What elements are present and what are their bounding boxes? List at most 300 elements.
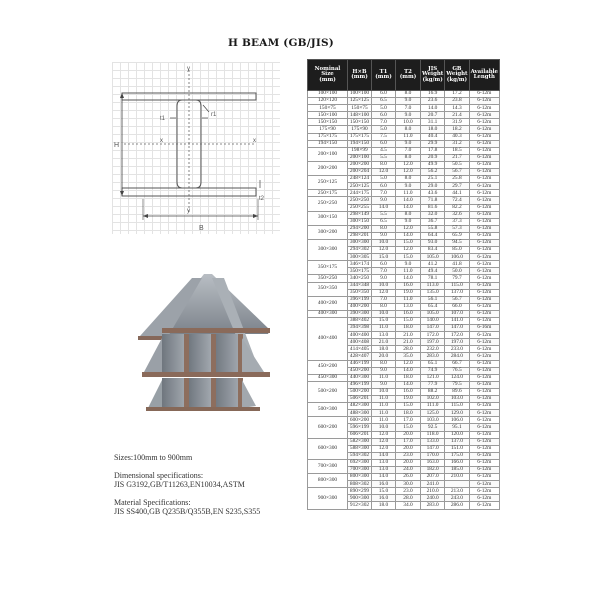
length-cell: 6-12m [469, 154, 499, 161]
length-cell: 6-12m [469, 495, 499, 502]
hxb-cell: 300×150 [348, 218, 372, 225]
gb-weight-cell: 210.0 [445, 474, 469, 481]
length-cell: 6-12m [469, 452, 499, 459]
t1-cell: 6.0 [372, 140, 396, 147]
table-row [308, 119, 500, 126]
nominal-size-cell: 300×150 [308, 211, 348, 225]
jis-weight-cell: 36.7 [421, 218, 445, 225]
t2-cell: 10.0 [396, 119, 421, 126]
gb-weight-cell: 18.5 [445, 147, 469, 154]
hxb-cell: 496×199 [348, 381, 372, 388]
header-line: GB [452, 65, 462, 72]
length-cell: 6-12m [469, 133, 499, 140]
hxb-cell: 244×175 [348, 190, 372, 197]
t1-cell: 20.0 [372, 353, 396, 360]
jis-weight-cell: 65.1 [421, 360, 445, 367]
t2-cell: 15.0 [396, 254, 421, 261]
t2-cell: 9.0 [396, 183, 421, 190]
jis-weight-cell: 83.4 [421, 247, 445, 254]
gb-weight-cell: 243.0 [445, 495, 469, 502]
length-cell: 6-12m [469, 169, 499, 176]
t2-cell: 7.0 [396, 147, 421, 154]
y-axis-bottom-label: y [187, 208, 190, 214]
length-cell: 6-12m [469, 367, 499, 374]
gb-weight-cell: 79.7 [445, 275, 469, 282]
nominal-size-cell: 350×250 [308, 275, 348, 282]
material-spec-value: JIS SS400,GB Q235B/Q355B,EN S235,S355 [114, 507, 261, 516]
t1-cell: 14.0 [372, 204, 396, 211]
length-cell: 6-12m [469, 176, 499, 183]
dimensional-spec-value: JIS G3192,GB/T11263,EN10034,ASTM [114, 480, 245, 489]
height-label: H [114, 142, 120, 149]
t1-cell: 21.0 [372, 339, 396, 346]
length-cell: 6-16m [469, 325, 499, 332]
t2-cell: 15.0 [396, 318, 421, 325]
nominal-size-cell: 400×400 [308, 318, 348, 361]
t2-cell: 12.0 [396, 247, 421, 254]
length-cell: 6-12m [469, 346, 499, 353]
jis-weight-cell: 118.0 [421, 431, 445, 438]
t2-cell: 23.0 [396, 452, 421, 459]
hxb-cell: 400×408 [348, 339, 372, 346]
nominal-size-cell: 350×175 [308, 261, 348, 275]
t2-cell: 12.0 [396, 225, 421, 232]
header-line: Weight [422, 71, 444, 78]
hxb-cell: 298×201 [348, 232, 372, 239]
t2-cell: 7.0 [396, 105, 421, 112]
hxb-cell: 300×305 [348, 254, 372, 261]
header-line: JIS [428, 65, 438, 72]
length-cell: 6-12m [469, 126, 499, 133]
hxb-cell: 344×348 [348, 282, 372, 289]
table-row [308, 211, 500, 218]
header-t2 [396, 60, 421, 91]
length-cell: 6-12m [469, 466, 499, 473]
t2-cell: 9.0 [396, 218, 421, 225]
t2-cell: 14.0 [396, 197, 421, 204]
length-cell: 6-12m [469, 98, 499, 105]
jis-weight-cell: 163.0 [421, 459, 445, 466]
hxb-cell: 890×299 [348, 488, 372, 495]
t2-cell: 12.0 [396, 360, 421, 367]
t1-cell: 11.0 [372, 396, 396, 403]
length-cell: 6-12m [469, 374, 499, 381]
t2-cell: 16.0 [396, 388, 421, 395]
header-line: (mm) [351, 74, 368, 80]
gb-weight-cell: 124.0 [445, 374, 469, 381]
table-row [308, 190, 500, 197]
t1-cell: 13.0 [372, 332, 396, 339]
jis-weight-cell: 29.0 [421, 183, 445, 190]
jis-weight-cell: 125.0 [421, 410, 445, 417]
gb-weight-cell: 120.0 [445, 431, 469, 438]
gb-weight-cell: 103.0 [445, 396, 469, 403]
gb-weight-cell: 32.6 [445, 211, 469, 218]
t1-cell: 16.0 [372, 495, 396, 502]
hxb-cell: 450×200 [348, 367, 372, 374]
t1-cell: 13.0 [372, 466, 396, 473]
t1-cell: 14.0 [372, 452, 396, 459]
jis-weight-cell: 88.2 [421, 388, 445, 395]
length-cell: 6-12m [469, 183, 499, 190]
length-cell: 6-12m [469, 239, 499, 246]
x-axis-right-label: x [253, 138, 256, 144]
header-hxb [348, 60, 372, 91]
hxb-cell: 700×300 [348, 466, 372, 473]
gb-weight-cell: 107.0 [445, 310, 469, 317]
jis-weight-cell: 140.0 [421, 318, 445, 325]
t1-cell: 18.0 [372, 502, 396, 509]
gb-weight-cell: 172.0 [445, 332, 469, 339]
t2-cell: 8.0 [396, 91, 421, 98]
length-cell: 6-12m [469, 204, 499, 211]
hxb-cell: 912×302 [348, 502, 372, 509]
t1-cell: 7.0 [372, 296, 396, 303]
header-line: Weight [446, 71, 468, 78]
t1-cell: 5.0 [372, 176, 396, 183]
length-cell: 6-12m [469, 112, 499, 119]
gb-weight-cell: 95.1 [445, 424, 469, 431]
t1-cell: 18.0 [372, 346, 396, 353]
nominal-size-cell: 150×150 [308, 119, 348, 126]
length-cell: 6-12m [469, 303, 499, 310]
t2-cell: 28.0 [396, 346, 421, 353]
nominal-size-cell: 250×175 [308, 190, 348, 197]
hxb-cell: 200×204 [348, 169, 372, 176]
gb-weight-cell: 56.7 [445, 169, 469, 176]
gb-weight-cell: 79.5 [445, 381, 469, 388]
t2-cell: 21.0 [396, 332, 421, 339]
t1-cell: 12.0 [372, 169, 396, 176]
nominal-size-cell: 120×120 [308, 98, 348, 105]
table-row [308, 140, 500, 147]
specifications-text [114, 453, 304, 525]
gb-weight-cell: 18.2 [445, 126, 469, 133]
t2-cell: 9.0 [396, 140, 421, 147]
hxb-cell: 400×400 [348, 332, 372, 339]
hxb-cell: 200×200 [348, 161, 372, 168]
hxb-cell: 800×300 [348, 474, 372, 481]
t1-cell: 9.0 [372, 381, 396, 388]
gb-weight-cell: 25.8 [445, 176, 469, 183]
nominal-size-cell: 200×100 [308, 147, 348, 161]
hxb-cell: 150×150 [348, 119, 372, 126]
table-row [308, 126, 500, 133]
nominal-size-cell: 450×300 [308, 374, 348, 381]
jis-weight-cell: 240.0 [421, 495, 445, 502]
jis-weight-cell: 25.1 [421, 176, 445, 183]
t2-cell: 28.0 [396, 495, 421, 502]
table-body [308, 91, 500, 510]
t2-cell: 8.0 [396, 126, 421, 133]
t1-cell: 14.0 [372, 474, 396, 481]
gb-weight-cell: 129.0 [445, 410, 469, 417]
hxb-cell: 294×200 [348, 225, 372, 232]
length-cell: 6-12m [469, 282, 499, 289]
length-cell: 6-12m [469, 119, 499, 126]
jis-weight-cell: 64.4 [421, 232, 445, 239]
table-row [308, 112, 500, 119]
header-line: Length [473, 74, 495, 80]
t1-cell: 15.0 [372, 488, 396, 495]
jis-weight-cell: 241.0 [421, 481, 445, 488]
t2-cell: 19.0 [396, 396, 421, 403]
gb-weight-cell: 286.0 [445, 502, 469, 509]
t1-cell: 9.0 [372, 367, 396, 374]
jis-weight-cell: 77.9 [421, 381, 445, 388]
t1-cell: 5.5 [372, 154, 396, 161]
gb-weight-cell: 17.2 [445, 91, 469, 98]
nominal-size-cell: 350×350 [308, 282, 348, 296]
jis-weight-cell: 147.0 [421, 325, 445, 332]
jis-weight-cell: 102.0 [421, 396, 445, 403]
jis-weight-cell: 74.9 [421, 367, 445, 374]
t1-cell: 6.0 [372, 261, 396, 268]
gb-weight-cell: 21.7 [445, 154, 469, 161]
hxb-cell: 390×300 [348, 310, 372, 317]
jis-weight-cell: 283.0 [421, 502, 445, 509]
hxb-cell: 594×302 [348, 452, 372, 459]
nominal-size-cell: 450×200 [308, 360, 348, 374]
gb-weight-cell: 23.8 [445, 98, 469, 105]
length-cell: 6-12m [469, 396, 499, 403]
gb-weight-cell: 44.1 [445, 190, 469, 197]
length-cell: 6-12m [469, 438, 499, 445]
t2-cell: 20.0 [396, 431, 421, 438]
length-cell: 6-12m [469, 275, 499, 282]
nominal-size-cell: 100×100 [308, 91, 348, 98]
length-cell: 6-12m [469, 211, 499, 218]
t1-cell: 11.0 [372, 417, 396, 424]
jis-weight-cell: 18.0 [421, 126, 445, 133]
nominal-size-cell: 175×175 [308, 133, 348, 140]
t2-cell: 30.0 [396, 481, 421, 488]
hxb-cell: 148×100 [348, 112, 372, 119]
hxb-cell: 294×302 [348, 247, 372, 254]
t2-cell: 17.0 [396, 438, 421, 445]
jis-weight-cell: 283.0 [421, 353, 445, 360]
jis-weight-cell: 182.0 [421, 466, 445, 473]
table-row [308, 176, 500, 183]
t1-cell: 6.0 [372, 91, 396, 98]
hxb-cell: 582×300 [348, 438, 372, 445]
t2-cell: 14.0 [396, 275, 421, 282]
header-line: (mm) [319, 76, 336, 83]
gb-weight-cell: 89.6 [445, 388, 469, 395]
t1-cell: 12.0 [372, 431, 396, 438]
header-available-length [469, 60, 499, 91]
length-cell: 6-12m [469, 140, 499, 147]
gb-weight-cell: 31.2 [445, 140, 469, 147]
hxb-cell: 506×201 [348, 396, 372, 403]
t2-cell: 14.0 [396, 367, 421, 374]
gb-weight-cell: 57.3 [445, 225, 469, 232]
t1-cell: 10.0 [372, 424, 396, 431]
length-cell: 6-12m [469, 488, 499, 495]
length-cell: 6-12m [469, 105, 499, 112]
jis-weight-cell: 43.6 [421, 190, 445, 197]
length-cell: 6-12m [469, 261, 499, 268]
header-t1 [372, 60, 396, 91]
length-cell: 6-12m [469, 474, 499, 481]
t1-cell: 16.0 [372, 481, 396, 488]
gb-weight-cell: 40.3 [445, 133, 469, 140]
nominal-size-cell: 800×300 [308, 474, 348, 488]
t2-cell: 21.0 [396, 339, 421, 346]
gb-weight-cell: 166.0 [445, 459, 469, 466]
jis-weight-cell: 20.7 [421, 112, 445, 119]
table-row [308, 105, 500, 112]
t2-cell: 26.0 [396, 474, 421, 481]
hxb-cell: 175×90 [348, 126, 372, 133]
gb-weight-cell: 65.9 [445, 232, 469, 239]
gb-weight-cell: 147.0 [445, 325, 469, 332]
hxb-cell: 250×255 [348, 204, 372, 211]
jis-weight-cell: 232.0 [421, 346, 445, 353]
length-cell: 6-12m [469, 353, 499, 360]
t2-cell: 12.0 [396, 169, 421, 176]
header-jis-weight [421, 60, 445, 91]
t1-cell: 8.0 [372, 360, 396, 367]
hxb-cell: 350×175 [348, 268, 372, 275]
jis-weight-cell: 56.2 [421, 169, 445, 176]
table-row [308, 417, 500, 424]
hxb-cell: 488×300 [348, 410, 372, 417]
length-cell: 6-12m [469, 190, 499, 197]
t2-cell: 8.0 [396, 176, 421, 183]
table-row [308, 403, 500, 410]
t2-cell: 14.0 [396, 232, 421, 239]
hxb-cell: 428×407 [348, 353, 372, 360]
hxb-cell: 440×300 [348, 374, 372, 381]
web-thickness-label: t1 [160, 116, 166, 122]
t1-cell: 7.0 [372, 268, 396, 275]
width-label: B [199, 225, 204, 232]
hxb-cell: 250×125 [348, 183, 372, 190]
gb-weight-cell: 29.7 [445, 183, 469, 190]
t2-cell: 17.0 [396, 417, 421, 424]
length-cell: 6-12m [469, 410, 499, 417]
hxb-cell: 300×300 [348, 239, 372, 246]
h-beam-stack-photo [132, 268, 278, 414]
jis-weight-cell: 135.0 [421, 289, 445, 296]
gb-weight-cell: 137.0 [445, 289, 469, 296]
length-cell: 6-12m [469, 339, 499, 346]
t2-cell: 18.0 [396, 325, 421, 332]
length-cell: 6-12m [469, 318, 499, 325]
nominal-size-cell: 300×300 [308, 239, 348, 260]
length-cell: 6-12m [469, 445, 499, 452]
header-line: (kg/m) [446, 76, 468, 83]
header-line: T1 [379, 68, 388, 75]
hxb-cell: 388×402 [348, 318, 372, 325]
table-header-row [308, 60, 500, 91]
hxb-cell: 350×350 [348, 289, 372, 296]
t1-cell: 15.0 [372, 318, 396, 325]
jis-weight-cell: 40.4 [421, 133, 445, 140]
header-line: (kg/m) [422, 76, 443, 83]
t2-cell: 14.0 [396, 381, 421, 388]
t1-cell: 5.5 [372, 211, 396, 218]
hxb-cell: 414×405 [348, 346, 372, 353]
gb-weight-cell: 197.0 [445, 339, 469, 346]
header-nominal-size [308, 60, 348, 91]
nominal-size-cell: 175×90 [308, 126, 348, 133]
t1-cell: 10.0 [372, 282, 396, 289]
length-cell: 6-12m [469, 388, 499, 395]
nominal-size-cell: 250×125 [308, 176, 348, 190]
t1-cell: 12.0 [372, 247, 396, 254]
hxb-cell: 248×124 [348, 176, 372, 183]
gb-weight-cell: 56.7 [445, 296, 469, 303]
length-cell: 6-12m [469, 332, 499, 339]
t1-cell: 11.0 [372, 410, 396, 417]
jis-weight-cell: 113.0 [421, 282, 445, 289]
t2-cell: 34.0 [396, 502, 421, 509]
t2-cell: 11.0 [396, 296, 421, 303]
nominal-size-cell: 150×75 [308, 105, 348, 112]
nominal-size-cell: 500×300 [308, 403, 348, 417]
t2-cell: 9.0 [396, 98, 421, 105]
header-line: H×B [352, 68, 367, 75]
jis-weight-cell: 71.8 [421, 197, 445, 204]
gb-weight-cell: 82.2 [445, 204, 469, 211]
t1-cell: 12.0 [372, 289, 396, 296]
nominal-size-cell: 600×200 [308, 417, 348, 438]
t2-cell: 12.0 [396, 161, 421, 168]
hxb-cell: 200×100 [348, 154, 372, 161]
hxb-cell: 588×300 [348, 445, 372, 452]
table-row [308, 488, 500, 495]
jis-weight-cell: 210.0 [421, 488, 445, 495]
nominal-size-cell: 300×200 [308, 225, 348, 239]
jis-weight-cell: 170.0 [421, 452, 445, 459]
length-cell: 6-12m [469, 218, 499, 225]
material-spec-heading: Material Specifications: [114, 497, 191, 507]
t2-cell: 13.0 [396, 303, 421, 310]
jis-weight-cell: 55.8 [421, 225, 445, 232]
gb-weight-cell: 94.5 [445, 239, 469, 246]
t1-cell: 10.0 [372, 310, 396, 317]
gb-weight-cell: 106.0 [445, 417, 469, 424]
t1-cell: 6.5 [372, 218, 396, 225]
hxb-cell: 194×150 [348, 140, 372, 147]
length-cell: 6-12m [469, 502, 499, 509]
hxb-cell: 596×199 [348, 424, 372, 431]
length-cell: 6-12m [469, 225, 499, 232]
nominal-size-cell: 400×300 [308, 310, 348, 317]
jis-weight-cell: 78.1 [421, 275, 445, 282]
t1-cell: 10.0 [372, 388, 396, 395]
gb-weight-cell: 76.5 [445, 367, 469, 374]
t1-cell: 9.0 [372, 232, 396, 239]
jis-weight-cell: 133.0 [421, 438, 445, 445]
radius-label: r1 [211, 112, 217, 118]
length-cell: 6-12m [469, 481, 499, 488]
t1-cell: 7.0 [372, 119, 396, 126]
table-row [308, 197, 500, 204]
gb-weight-cell: 66.7 [445, 360, 469, 367]
hxb-cell: 692×300 [348, 459, 372, 466]
hxb-cell: 606×201 [348, 431, 372, 438]
t2-cell: 15.0 [396, 239, 421, 246]
jis-weight-cell: 93.0 [421, 239, 445, 246]
jis-weight-cell: 16.9 [421, 91, 445, 98]
table-row [308, 261, 500, 268]
nominal-size-cell: 900×300 [308, 488, 348, 509]
length-cell: 6-12m [469, 424, 499, 431]
table-row [308, 98, 500, 105]
